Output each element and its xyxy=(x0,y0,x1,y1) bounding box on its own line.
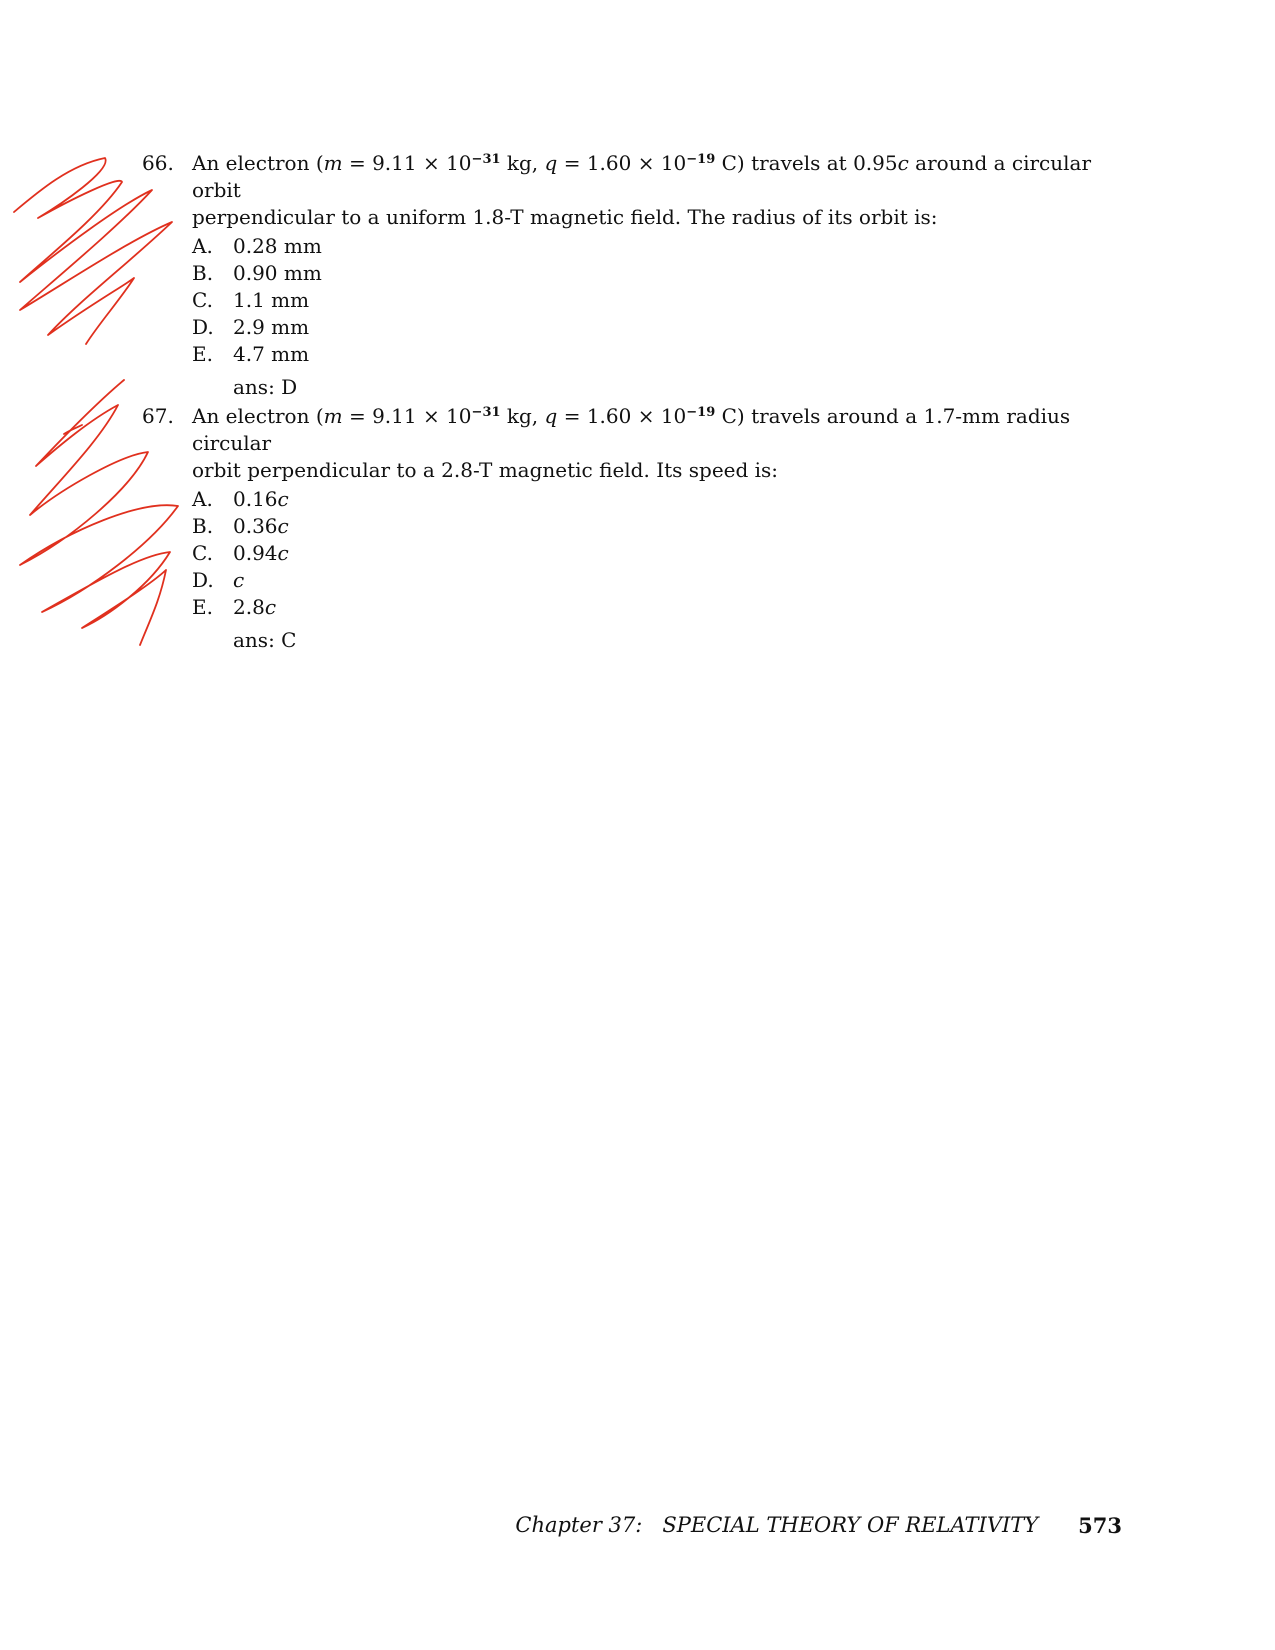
choice-b: B. 0.90 mm xyxy=(192,261,322,285)
stem-line-1: An electron ($m = 9.11 \times 10^{-31}$ kg, $q = 1.60 \times 10^{-19}$ C) travels around a 1.7-mm radius circular xyxy=(192,404,1071,455)
answer-key: ans: D xyxy=(233,375,298,399)
answer-choices xyxy=(192,233,1132,368)
choice-e: E. 4.7 mm xyxy=(192,342,310,366)
choice-b: B. 0.36 c xyxy=(192,514,289,538)
choice-d: D. 2.9 mm xyxy=(192,315,310,339)
choice-c: C. 1.1 mm xyxy=(192,288,310,312)
choice-d: D. c xyxy=(192,568,245,592)
chapter-title: Chapter 37: SPECIAL THEORY OF RELATIVITY xyxy=(515,1513,1039,1537)
answer-key: ans: C xyxy=(233,628,297,652)
scribble-mark-67-tick xyxy=(64,425,82,434)
answer-choices xyxy=(192,486,1132,621)
choice-a: A. 0.28 mm xyxy=(192,234,322,258)
stem-line-2: orbit perpendicular to a 2.8-T magnetic field. Its speed is: xyxy=(192,458,779,482)
question-stem xyxy=(192,150,1132,231)
stem-line-2: perpendicular to a uniform 1.8-T magnetic field. The radius of its orbit is: xyxy=(192,205,938,229)
page-footer xyxy=(500,1513,1122,1538)
choice-e: E. 2.8 c xyxy=(192,595,277,619)
question-67 xyxy=(142,403,1132,654)
question-number: 67. xyxy=(142,404,174,428)
question-number: 66. xyxy=(142,151,174,175)
question-stem xyxy=(192,403,1132,484)
stem-line-1: An electron ($m = 9.11 \times 10^{-31}$ kg, $q = 1.60 \times 10^{-19}$ C) travels at 0.95c around a circular orbit xyxy=(192,151,1092,202)
page-number: 573 xyxy=(1078,1513,1122,1538)
question-66 xyxy=(142,150,1132,401)
choice-a: A. 0.16 c xyxy=(192,487,289,511)
choice-c: C. 0.94 c xyxy=(192,541,289,565)
